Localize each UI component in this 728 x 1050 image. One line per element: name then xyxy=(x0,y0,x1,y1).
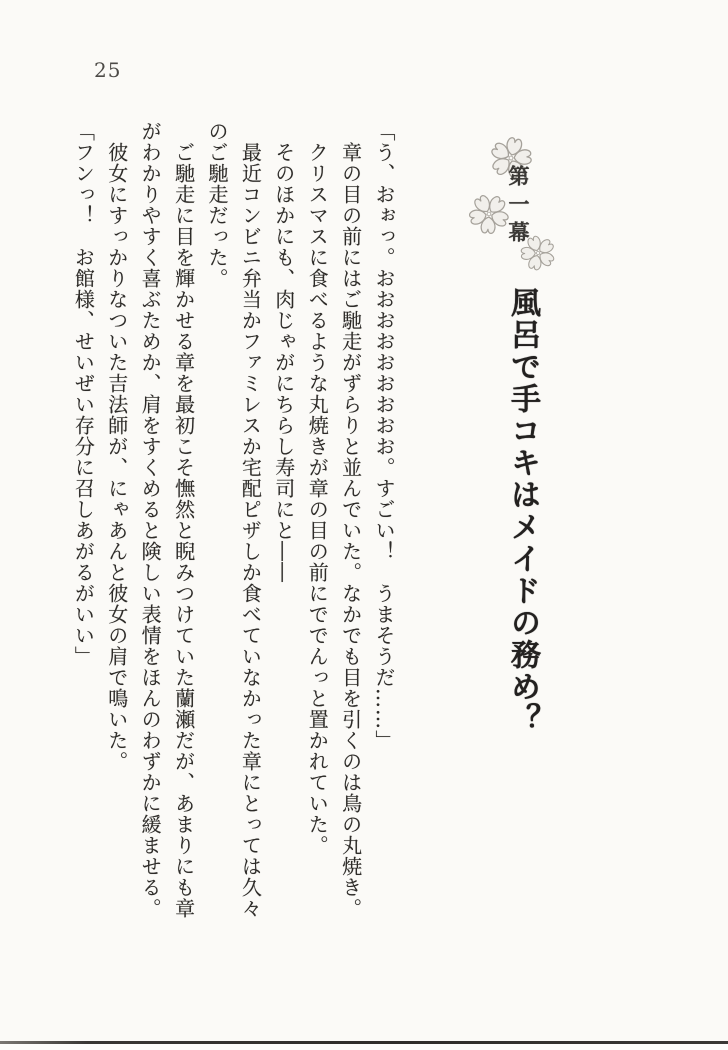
body-paragraph: クリスマスに食べるような丸焼きが章の目の前にででんっと置かれていた。 xyxy=(305,121,330,856)
body-paragraph: そのほかにも、肉じゃがにちらし寿司にと―― xyxy=(271,121,296,583)
body-paragraph: 彼女にすっかりなついた吉法師が、にゃあんと彼女の肩で鳴いた。 xyxy=(104,121,129,772)
body-paragraph: 章の目の前にはご馳走がずらりと並んでいた。なかでも目を引くのは鳥の丸焼き。 xyxy=(338,121,363,919)
chapter-number: 第一幕 xyxy=(506,165,530,249)
body-paragraph: 「フンっ！ お館様、せいぜい存分に召しあがるがいい」 xyxy=(71,121,96,667)
chapter-title: 風呂で手コキはメイドの務め？ xyxy=(505,287,540,735)
page-scan-margin xyxy=(0,1044,728,1050)
body-paragraph: ご馳走に目を輝かせる章を最初こそ憮然と睨みつけていた蘭瀬だが、あまりにも章がわかりやすく喜ぶためか、肩をすくめると険しい表情をほんのわずかに緩ませる。 xyxy=(138,121,196,919)
body-text xyxy=(66,121,400,923)
body-paragraph: 「う、おぉっ。おおおおおおおおお。すごい！ うまそうだ……」 xyxy=(372,121,396,751)
page-number: 25 xyxy=(94,58,122,82)
body-paragraph: 最近コンビニ弁当かファミレスか宅配ピザしか食べていなかった章にとっては久々のご馳走だった。 xyxy=(204,121,263,919)
